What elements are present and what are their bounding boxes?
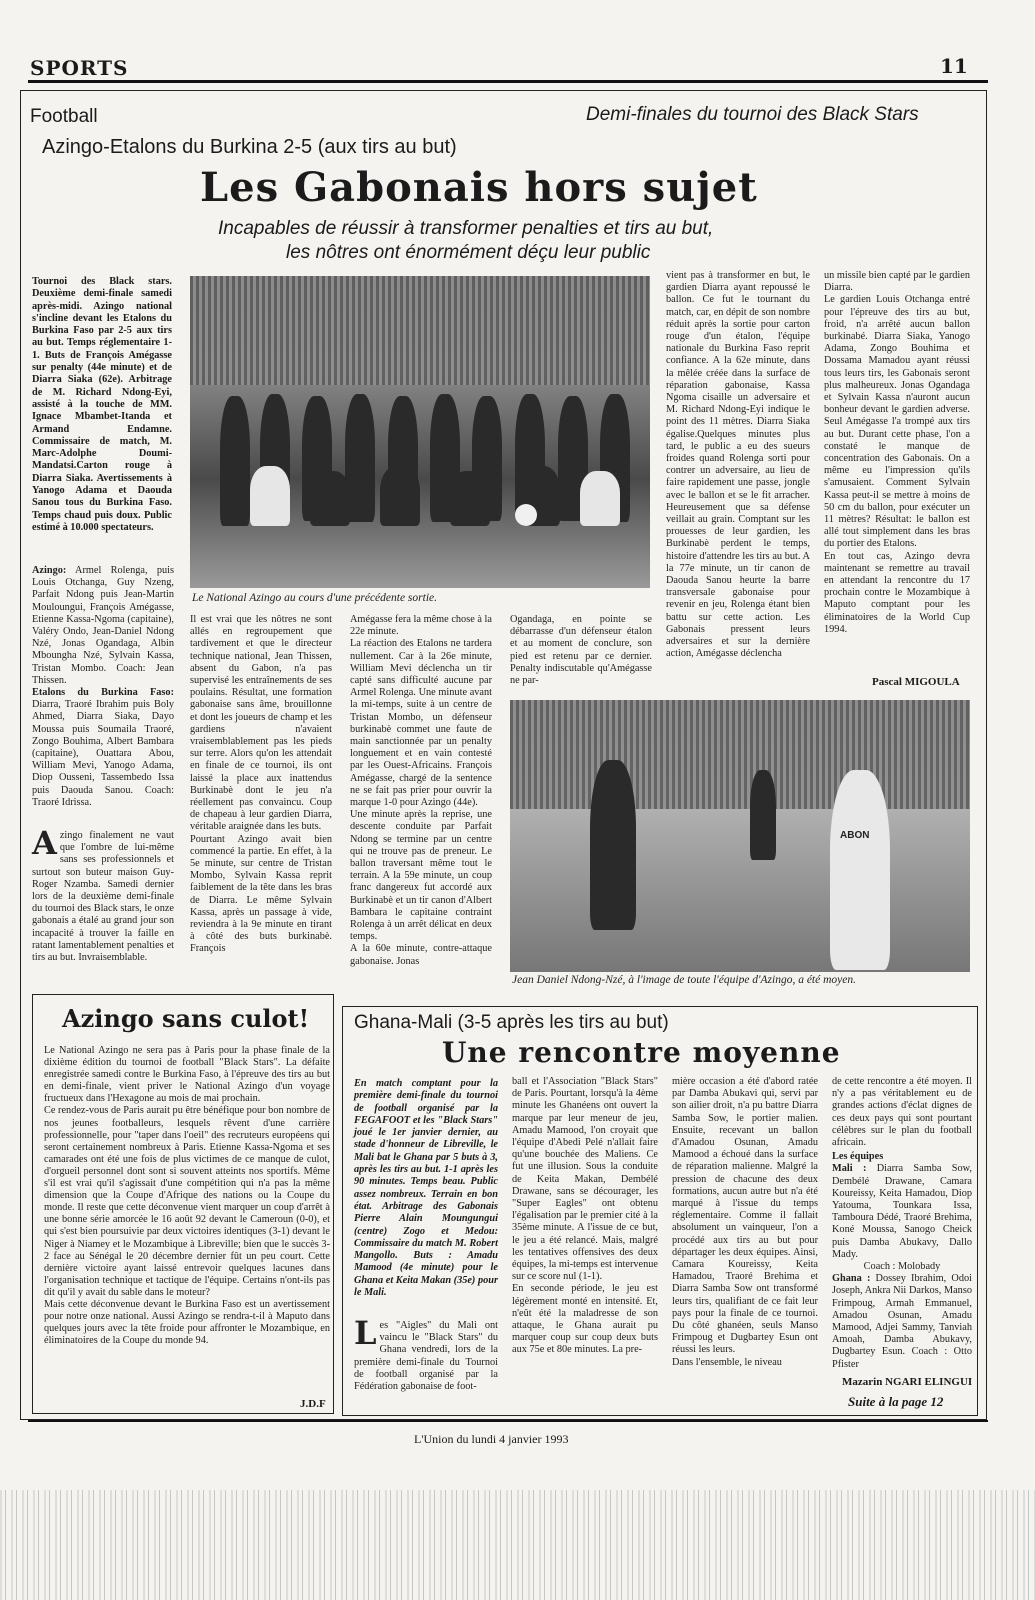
match-summary: Tournoi des Black stars. Deuxième demi-finale samedi après-midi. Azingo national s'incline devant les Etalons du Burkina Faso par 2-5 aux tirs au but. Temps réglementaire 1-1. Buts de François Amégasse sur penalty (44e minute) et de Diarra Siaka (62e). Arbitrage de M. Richard Ndong-Eyi, assisté à la touche de MM. Ignace Mbambet-Itanda et Armand Endamne. Commissaire de match, M. Marc-Adolphe Doumi-Mandatsi.Carton rouge à Diarra Siaka. Avertissements à Yanogo Adama et Daouda Sanou tous du Burkina Faso. Temps chaud puis doux. Public estimé à 10.000 spectateurs. <box>32 276 172 533</box>
ghana-label: Ghana : <box>832 1273 871 1285</box>
action-photo <box>510 700 970 972</box>
ghana-intro: En match comptant pour la première demi-finale du tournoi de football organisé par la FEGAFOOT et les "Black Stars" joué le 1er janvier dernier, au stade d'honneur de Libreville, le Mali bat le Ghana par 5 buts à 3, après les tirs au but. 1-1 après les 90 minutes. Temps beau. Public assez nombreux. Terrain en bon état. Arbitrage des Gabonais Pierre Alain Moungungui (centre) Zogo et Medou: Commissaire du match M. Robert Mangollo. Buts : Amadu Mamood (4e minute) pour le Ghana et Keita Makan (35e) pour le Mali. <box>354 1078 498 1299</box>
footer-dateline: L'Union du lundi 4 janvier 1993 <box>414 1432 569 1446</box>
ghana-headline: Une rencontre moyenne <box>442 1036 841 1069</box>
body-col-3: Amégasse fera la même chose à la 22e minute. La réaction des Etalons ne tardera nullement. Car à la 26e minute, William Mevi déclencha un tir capté sans difficulté aucune par Armel Rolenga. Une minute avant la mi-temps, suite à un centre de Tristan Mombo, un défenseur burkinabè commet une faute de main sanctionnée par un penalty longuement et en vain contesté par les Ouest-Africains. François Amégasse, chargé de la sentence ne se fait pas prier pour ouvrir la marque 1-0 pour Azingo (44e). Une minute après la reprise, une descente conduite par Parfait Ndong se termine par un centre qui ne trouve pas de preneur. Le ballon traversant même tout le terrain. A la 59e minute, un coup franc dangereux fut accordé aux Burkinabè et un tir canon d'Albert Bambara le capitaine contraint Rolenga à un arrêt délicat en deux temps. A la 60e minute, contre-attaque gabonaise. Jonas <box>350 614 492 967</box>
ghana-col-1 <box>354 1314 498 1393</box>
body-col-4: Ogandaga, en pointe se débarrasse d'un défenseur étalon et au moment de conclure, son pied est retenu par ce dernier. Penalty indiscutable qu'Amégasse ne par- <box>510 614 652 687</box>
mali-label: Mali : <box>832 1163 867 1175</box>
dropcap: A <box>32 824 57 862</box>
mali-lineup: Diarra Samba Sow, Dembélé Drawane, Camara Koureissy, Keita Hamadou, Diop Yatouma, Tounkara Issa, Tamboura Dédé, Traoré Brehima, Koné Moussa, Sanogo Cheick puis Damba Abukavy, Dallo Mady. <box>832 1163 973 1260</box>
ghana-dropcap: L <box>354 1314 377 1352</box>
mali-coach: Coach : Molobady <box>863 1261 941 1273</box>
lineup-azingo-label: Azingo: <box>32 565 67 576</box>
ghana-lineup: Dossey Ibrahim, Odoi Joseph, Ankra Nii Darkos, Manso Frimpoug, Armah Emmanuel, Amadou Osunan, Amadu Mamood, Adjei Sammy, Tanviah Amoah, Damba Abukavy, Dugbartey Esun. Coach : Otto Pfister <box>832 1273 972 1370</box>
kicker-left: Football <box>30 106 98 127</box>
team-photo <box>190 276 650 588</box>
sidebar-signature: J.D.F <box>300 1398 326 1410</box>
body-col-2: Il est vrai que les nôtres ne sont allés en regroupement que tardivement et que le directeur technique national, Jean Thissen, absent du Gabon, n'a pas supervisé les entraînements de ses poulains. Résultat, une formation gabonaise sans âme, brouillonne et dont les joueurs de champ et les gardiens n'avaient vraisemblablement pas les pieds sur terre. Alors qu'on les attendait en finale de ce tournoi, ils ont laissé la place aux inattendus Burkinabè dont le jeu n'a réellement pas convaincu. Coup de chapeau à leur gardien Diarra, véritable araignée dans les buts. Pourtant Azingo avait bien commencé la partie. En effet, à la 5e minute, sur centre de Tristan Mombo, Sylvain Kassa reprit faiblement de la tête dans les bras de Diarra. Le même Sylvain Kassa, après un passage à vide, reviendra à la 9e minute en tirant à côté des buts burkinabè. François <box>190 614 332 955</box>
sidebar-title: Azingo sans culot! <box>62 1004 310 1033</box>
scan-noise <box>0 1490 1035 1600</box>
ghana-col-3: mière occasion a été d'abord ratée par Damba Abukavi qui, servi par son ailier droit, n'a pu battre Diarra Samba Sow, le portier malien. Ensuite, recevant un ballon d'Amadou Osunan, Amadu Mamood a échoué dans la surface de réparation malienne. Malgré la pression de chacune des deux formations, aucun autre but n'a été marqué à l'issue du temps réglementaire. Comme il fallait absolument un vainqueur, l'on a procédé aux tirs au but pour départager les deux équipes. Ainsi, Camara Koureissy, Keita Hamadou, Traoré Brehima et Diarra Samba Sow ont transformé leurs tirs, qualifiant de ce fait leur pays pour la finale de ce tournoi. Du côté ghanéen, seuls Manso Frimpoug et Dugbartey Esun ont réussi les leurs. Dans l'ensemble, le niveau <box>672 1076 818 1368</box>
byline: Pascal MIGOULA <box>872 676 960 688</box>
body-col-1-text: zingo finalement ne vaut que l'ombre de lui-même sans ses professionnels et surtout son buteur maison Guy-Roger Nzamba. Samedi dernier lors de la deuxième demi-finale du tournoi des Black stars, le onze gabonais a étalé au grand jour son incapacité à trouver la faille en ratant lamentablement penalties et tirs au but. Invraisemblable. <box>32 830 174 964</box>
subhead: Azingo-Etalons du Burkina 2-5 (aux tirs au but) <box>42 136 457 158</box>
team-photo-caption: Le National Azingo au cours d'une précédente sortie. <box>192 592 437 604</box>
ghana-col-2: ball et l'Association "Black Stars" de Paris. Pourtant, lorsqu'à la 4ème minute les Ghanéens ont ouvert la marque par leur meneur de jeu, Amadu Mamood, l'on croyait que l'équipe d'Abedi Pelé n'allait faire qu'une bouchée des Maliens. Ce fut une illusion. Sous la conduite de Keita Makan, Dembélé Drawane, sans se décourager, les "Super Eagles" ont obtenu l'égalisation par le premier cité à la 35ème minute. A l'issue de ce but, le jeu a été relancé. Mais, malgré les tentatives offensives des deux équipes, la mi-temps est intervenue sur ce score nul (1-1). En seconde période, le jeu est légèrement monté en intensité. Et, n'eût été la maladresse de son attaque, le Ghana aurait pu marquer coup sur coup deux buts aux 75e et 80e minutes. La pre- <box>512 1076 658 1356</box>
header-rule <box>28 80 988 83</box>
lineup-etalons: Diarra, Traoré Ibrahim puis Boly Ahmed, Diarra Siaka, Dayo Moussa puis Soumaila Traoré, Zongo Bouhima, Albert Bambara (capitaine), Ouattara Abou, William Mevi, Yanogo Adama, Diop Ousseni, Tassembedo Issa puis Daouda Sanou. Coach: Traoré Idrissa. <box>32 699 174 808</box>
ghana-col-4 <box>832 1076 972 1371</box>
lineup-etalons-label: Etalons du Burkina Faso: <box>32 687 174 699</box>
lineups <box>32 565 174 809</box>
deck-line-1: Incapables de réussir à transformer penalties et tirs au but, <box>218 218 714 239</box>
ghana-col-4-text: de cette rencontre a été moyen. Il n'y a pas véritablement eu de grandes actions d'éclat dignes de ces deux pays qui sont pourtant célèbres sur le plan du football africain. <box>832 1076 972 1149</box>
body-col-1 <box>32 824 174 964</box>
ghana-col-1-text: es "Aigles" du Mali ont vaincu le "Black Stars" du Ghana vendredi, lors de la première demi-finale du Tournoi de football organisé par la Fédération gabonaise de foot- <box>354 1320 498 1393</box>
jersey-text: ABON <box>840 830 870 841</box>
continued-link[interactable]: Suite à la page 12 <box>848 1394 944 1409</box>
headline: Les Gabonais hors sujet <box>200 164 758 211</box>
body-col-5: vient pas à transformer en but, le gardien Diarra ayant repoussé le ballon. Ce fut le tournant du match, car, en dépit de son nombre réduit après la sortie pour carton rouge d'un étalon, l'équipe nationale du Burkina Faso reprit confiance. A la 62e minute, dans la mêlée créée dans la surface de réparation gabonaise, Kassa Ngoma cisaille un adversaire et M. Richard Ndong-Eyi indique le point des 11 mètres. Diarra Siaka égalise.Quelques minutes plus tard, le public a eu des sueurs froides quand Rolenga sorti pour contrer un adversaire, au lieu de faire rapidement une passe, jongle avec le ballon et se le fit arracher. Heureusement que sa défense veillait au grain. Comptant sur les prouesses de leur gardien, les Burkinabè perdent le temps, histoire d'attendre les tirs au but. A la 77e minute, un tir canon de Daouda Sanou heurte la barre transversale gabonaise pour revenir en jeu, Rolenga étant bien battu sur cette action. Les Gabonais pressent leurs adversaires et sur la dernière action, Amégasse déclencha <box>666 270 810 660</box>
section-label: SPORTS <box>30 56 129 80</box>
deck-line-2: les nôtres ont énormément déçu leur public <box>286 242 651 263</box>
lineup-azingo: Armel Rolenga, puis Louis Otchanga, Guy Nzeng, Parfait Ndong puis Jean-Martin Mouloungui, François Amégasse, Etienne Kassa-Ngoma (capitaine), Valéry Ondo, Jean-Daniel Ndong Nzé, Jonas Ogandaga, Albin Mboungha Nzé, Sylvain Kassa, Tristan Mombo. Coach: Jean Thissen. <box>32 565 174 686</box>
sidebar-body: Le National Azingo ne sera pas à Paris pour la phase finale de la dixième édition du tournoi de football "Black Stars". La défaite enregistrée samedi contre le Burkina Faso, à l'épreuve des tirs au but en demi-finale, vient priver le National Azingo d'un voyage fructueux dans l'Hexagone au mois de mai prochain. Ce rendez-vous de Paris aurait pu être bénéfique pour bon nombre de nos jeunes footballeurs, lesquels rêvent d'une carrière professionnelle, pour "taper dans l'oeil" des recruteurs européens qui seront certainement nombreux à Paris. Etienne Kassa-Ngoma et ses camarades ont été une fois de plus victimes de ce manque de culot, d'orgueil personnel dont sont si souvent atteints nos sportifs. Même s'il est vrai qu'il s'agissait d'une compétition qui n'a pas la même dimension que la Coupe d'Afrique des nations ou la Coupe du monde. Il reste que cette déconvenue vient marquer un coup d'arrêt à une bonne série amorcée le 16 août 92 devant le Cameroun (0-0), et qui s'est bien poursuivie par deux victoires identiques (3-1) devant le Niger à Niamey et le Mozambique à Libreville; bien que le succès 3-2 face au Sénégal le 20 décembre dernier fût un peu court. Cette dernière victoire ayant laissé entrevoir quelques lacunes dans l'organisation technique et tactique de l'équipe. Certains n'ont-ils pas dit qu'il y avait du sable dans le moteur? Mais cette déconvenue devant le Burkina Faso est un avertissement pour notre onze national. Aussi Azingo se rendra-t-il à Maputo dans quelques jours avec la tête froide pour affronter le Mozambique, en éliminatoires de la Coupe du monde 94. <box>44 1045 330 1347</box>
teams-label: Les équipes <box>832 1151 884 1163</box>
ghana-subhead: Ghana-Mali (3-5 après les tirs au but) <box>354 1012 669 1033</box>
footer-rule <box>28 1420 988 1422</box>
ghana-byline: Mazarin NGARI ELINGUI <box>842 1376 973 1388</box>
kicker-right: Demi-finales du tournoi des Black Stars <box>586 104 919 125</box>
page-number: 11 <box>940 54 968 78</box>
action-photo-caption: Jean Daniel Ndong-Nzé, à l'image de toute l'équipe d'Azingo, a été moyen. <box>512 974 856 986</box>
body-col-6: un missile bien capté par le gardien Diarra. Le gardien Louis Otchanga entré pour l'épreuve des tirs au but, froid, n'a arrêté aucun ballon burkinabé. Diarra Siaka, Yanogo Adama, Zongo Bouhima et Dossama Mamadou ayant réussi tous leurs tirs, les Gabonais seront plus malheureux. Jonas Ogandaga et Sylvain Kassa n'auront aucun bonheur devant le gardien adverse. Seul Amégasse l'a trompé aux tirs au but. Durant cette phase, l'on a constaté le manque de concentration des Gabonais. On a même eu l'impression qu'ils s'amusaient. Comment Sylvain Kassa peut-il se mettre à moins de 50 cm du ballon, pour exécuter un 11 mètres? Résultat: le ballon est allé tout simplement dans les bras du portier des Etalons. En tout cas, Azingo devra maintenant se remettre au travail en attendant la rencontre du 17 prochain contre le Mozambique à Maputo comptant pour les éliminatoires de la World Cup 1994. <box>824 270 970 635</box>
